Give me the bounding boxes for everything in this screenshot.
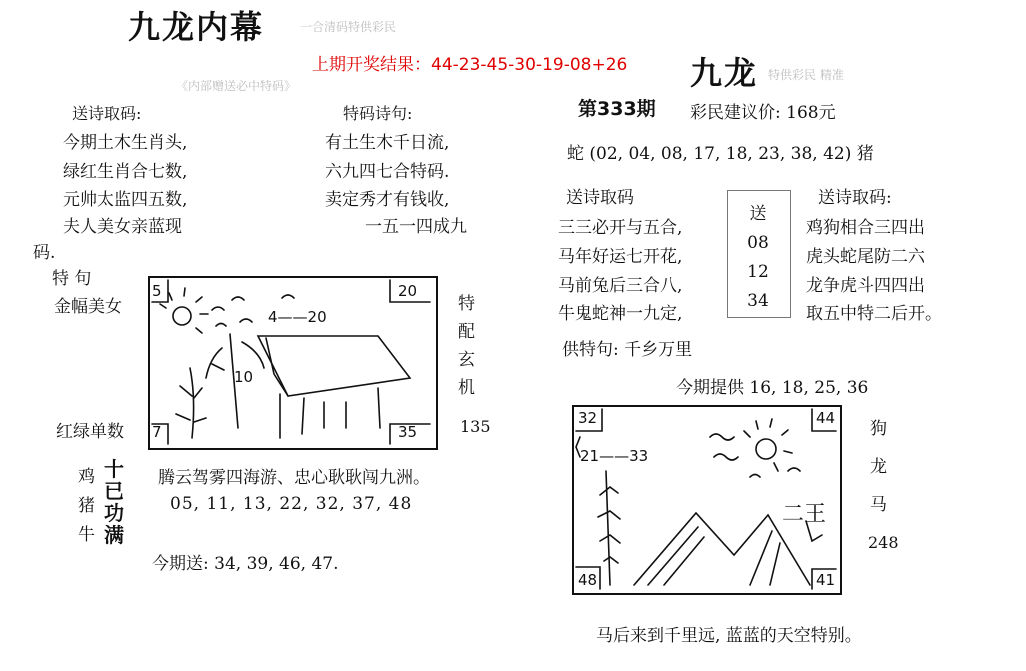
last-result-value: 44-23-45-30-19-08+26 (431, 55, 628, 75)
right-sketch (574, 407, 838, 591)
left-sketch-number: 10 (234, 368, 254, 386)
right-sketch-text: 21——33 (580, 447, 649, 465)
poem-left-line: 马年好运七开花, (558, 247, 683, 267)
poem1-wrap: 码. (33, 243, 56, 263)
send-box-label: 送 (749, 204, 767, 224)
snake-line: 蛇 (02, 04, 08, 17, 18, 23, 38, 42) 猪 (567, 144, 874, 164)
slogan-vertical (104, 458, 124, 546)
poem-left-line: 牛鬼蛇神一九定, (558, 304, 683, 324)
poem2-line: 一五一四成九 (365, 217, 467, 237)
poem1-line: 今期土木生肖头, (63, 133, 188, 153)
side-char: 玄 (458, 350, 475, 370)
side-animal: 马 (870, 495, 887, 515)
zodiac-item: 猪 (78, 496, 95, 516)
right-side-number: 248 (868, 533, 899, 552)
poem-right-line: 龙争虎斗四四出 (806, 276, 925, 296)
side-animals (870, 410, 887, 524)
left-numbers: 05, 11, 13, 22, 32, 37, 48 (170, 494, 413, 514)
right-sketch-char: 二王 (782, 502, 827, 527)
zodiac-list (78, 463, 95, 550)
left-corner-tr: 20 (398, 282, 418, 300)
left-corner-br: 35 (398, 423, 418, 441)
last-result (312, 50, 627, 75)
right-title: 九龙 (690, 54, 759, 92)
send-box-number: 12 (747, 262, 769, 282)
poem2-heading: 特码诗句: (343, 104, 413, 123)
poem-right-line: 鸡狗相合三四出 (806, 218, 925, 238)
red-green-label: 红绿单数 (56, 422, 124, 442)
right-corner-br: 41 (816, 571, 836, 589)
zodiac-item: 鸡 (78, 467, 95, 487)
slogan-char: 已 (104, 479, 124, 503)
send-today: 今期送: 34, 39, 46, 47. (152, 554, 339, 574)
send-box-number: 34 (747, 291, 769, 311)
left-title: 九龙内幕 (128, 8, 265, 46)
send-box-number: 08 (747, 233, 769, 253)
left-sketch-text: 4——20 (268, 308, 327, 326)
send-number-list (727, 200, 789, 316)
left-verse: 腾云驾雾四海游、忠心耿耿闯九洲。 (158, 468, 430, 488)
special-label: 特 句 (52, 269, 92, 289)
poem-left-heading: 送诗取码 (566, 188, 634, 208)
special-verse: 供特句: 千乡万里 (562, 340, 693, 360)
price: 彩民建议价: 168元 (690, 103, 836, 123)
left-side-number: 135 (460, 417, 491, 436)
poem-right-line: 虎头蛇尾防二六 (806, 247, 925, 267)
slogan-char: 功 (104, 501, 124, 525)
poem2-line: 有土生木千日流, (325, 133, 450, 153)
right-title-note: 特供彩民 精准 (768, 68, 844, 82)
side-char: 配 (458, 322, 475, 342)
poem-right-heading: 送诗取码: (818, 188, 892, 208)
left-corner-tl: 5 (152, 282, 162, 300)
bottom-verse: 马后来到千里远, 蓝蓝的天空特别。 (596, 626, 862, 646)
issue-number: 第333期 (578, 98, 656, 120)
poem1-heading: 送诗取码: (72, 104, 142, 123)
today-provide: 今期提供 16, 18, 25, 36 (676, 378, 869, 398)
poem1-line: 绿红生肖合七数, (63, 162, 188, 182)
right-corner-tr: 44 (816, 409, 836, 427)
right-corner-bl: 48 (578, 571, 598, 589)
left-subtitle: 《内部赠送必中特码》 (176, 79, 297, 93)
left-title-note: 一合清码特供彩民 (300, 20, 397, 34)
side-vertical-text (458, 290, 475, 402)
poem2-line: 六九四七合特码. (325, 162, 450, 182)
poem1-line: 元帅太监四五数, (63, 190, 188, 210)
zodiac-item: 牛 (78, 525, 95, 545)
poem2-line: 卖定秀才有钱收, (325, 190, 450, 210)
poem-right-line: 取五中特二后开。 (806, 304, 942, 324)
slogan-char: 十 (104, 457, 124, 481)
right-corner-tl: 32 (578, 409, 598, 427)
side-animal: 龙 (870, 457, 887, 477)
left-corner-bl: 7 (152, 423, 162, 441)
special-value: 金幅美女 (54, 297, 122, 317)
left-sketch (150, 278, 434, 446)
poem-left-line: 马前兔后三合八, (558, 276, 683, 296)
poem-left-line: 三三必开与五合, (558, 218, 683, 238)
side-animal: 狗 (870, 419, 887, 439)
side-char: 机 (458, 378, 475, 398)
last-result-label: 上期开奖结果： (312, 55, 431, 75)
slogan-char: 满 (104, 523, 124, 547)
poem1-line: 夫人美女亲蓝现 (63, 217, 182, 237)
side-char: 特 (458, 294, 475, 314)
